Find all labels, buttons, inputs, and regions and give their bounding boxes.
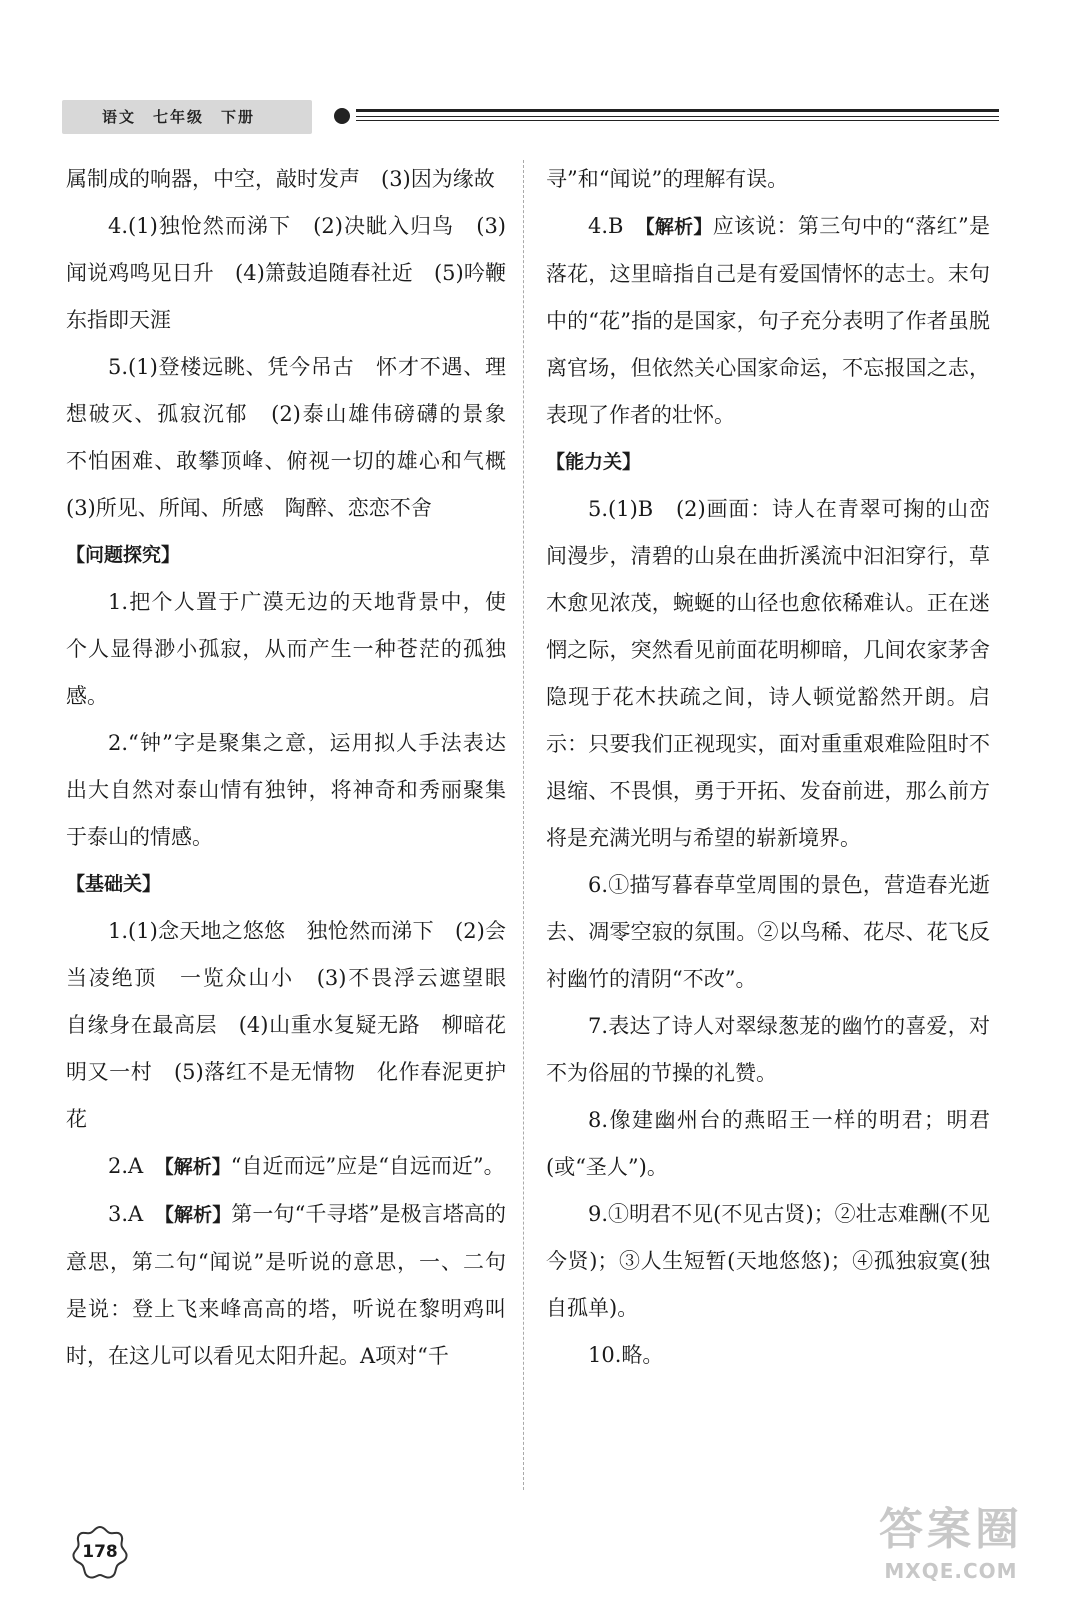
- left-column: [66, 156, 527, 1380]
- answer-item: [66, 1191, 506, 1380]
- answer-paragraph: 属制成的响器，中空，敲时发声 (3)因为缘故: [66, 167, 495, 191]
- section-heading: 【能力关】: [546, 451, 642, 473]
- answer-paragraph: 9.①明君不见(不见古贤)；②壮志难酬(不见今贤)；③人生短暂(天地悠悠)；④孤独寂寞(独自孤单)。: [546, 1202, 990, 1320]
- column-divider: [523, 160, 524, 1490]
- section-heading: 【问题探究】: [66, 544, 181, 566]
- watermark-logo: [861, 1502, 1041, 1592]
- right-column: [546, 156, 990, 1379]
- answer-paragraph: 4.(1)独怆然而涕下 (2)决眦入归鸟 (3)闻说鸡鸣见日升 (4)箫鼓追随春社近 (5)吟鞭东指即天涯: [66, 214, 506, 332]
- section-heading: 【基础关】: [66, 873, 162, 895]
- analysis-text: 应该说：第三句中的“落红”是落花，这里暗指自己是有爱国情怀的志士。末句中的“花”指的是国家，句子充分表明了作者虽脱离官场，但依然关心国家命运，不忘报国之志，表现了作者的壮怀。: [546, 214, 990, 427]
- answer-number: 2.A: [108, 1154, 165, 1178]
- header-rule: [356, 120, 999, 121]
- analysis-text: 第一句“千寻塔”是极言塔高的意思，第二句“闻说”是听说的意思，一、二句是说：登上飞来峰高高的塔，听说在黎明鸡叫时，在这儿可以看见太阳升起。A项对“千: [66, 1202, 506, 1368]
- answer-paragraph: 1.(1)念天地之悠悠 独怆然而涕下 (2)会当凌绝顶 一览众山小 (3)不畏浮云遮望眼 自缘身在最高层 (4)山重水复疑无路 柳暗花明又一村 (5)落红不是无情物 化作春泥更护花: [66, 919, 527, 1131]
- answer-paragraph: 8.像建幽州台的燕昭王一样的明君；明君(或“圣人”)。: [546, 1108, 990, 1179]
- answer-paragraph: 10.略。: [588, 1343, 664, 1367]
- analysis-tag: 【解析】: [164, 1204, 232, 1226]
- answer-paragraph: 2.“钟”字是聚集之意，运用拟人手法表达出大自然对泰山情有独钟，将神奇和秀丽聚集于泰山的情感。: [66, 731, 506, 849]
- header-rule: [356, 116, 999, 117]
- answer-paragraph: 5.(1)登楼远眺、凭今吊古 怀才不遇、理想破灭、孤寂沉郁 (2)泰山雄伟磅礴的景象 不怕困难、敢攀顶峰、俯视一切的雄心和气概 (3)所见、所闻、所感 陶醉、恋恋不舍: [66, 355, 527, 520]
- analysis-text: “自近而远”应是“自远而近”。: [230, 1154, 505, 1178]
- header-dot-ornament: [334, 108, 350, 124]
- header-book-label: 语文 七年级 下册: [62, 100, 312, 134]
- analysis-tag: 【解析】: [164, 1156, 231, 1178]
- answer-number: 3.A: [108, 1202, 165, 1226]
- analysis-tag: 【解析】: [645, 216, 713, 238]
- answer-paragraph: 1.把个人置于广漠无边的天地背景中，使个人显得渺小孤寂，从而产生一种苍茫的孤独感。: [66, 590, 506, 708]
- answer-number: 4.B: [588, 214, 646, 238]
- watermark-title: 答案圈: [879, 1504, 1023, 1555]
- answer-paragraph: 7.表达了诗人对翠绿葱茏的幽竹的喜爱，对不为俗屈的节操的礼赞。: [546, 1014, 990, 1085]
- answer-paragraph: 6.①描写暮春草堂周围的景色，营造春光逝去、凋零空寂的氛围。②以鸟稀、花尽、花飞反衬幽竹的清阴“不改”。: [546, 873, 990, 991]
- answer-item: [546, 203, 990, 439]
- header-rule: [356, 109, 999, 112]
- answer-paragraph: 5.(1)B (2)画面：诗人在青翠可掬的山峦间漫步，清碧的山泉在曲折溪流中汩汩穿行，草木愈见浓茂，蜿蜒的山径也愈依稀难认。正在迷惘之际，突然看见前面花明柳暗，几间农家茅舍隐现于花木扶疏之间，诗人顿觉豁然开朗。启示：只要我们正视现实，面对重重艰难险阻时不退缩、不畏惧，勇于开拓、发奋前进，那么前方将是充满光明与希望的崭新境界。: [546, 497, 990, 850]
- answer-item: [66, 1143, 506, 1191]
- page-number: 178: [82, 1542, 118, 1562]
- watermark-url: MXQE.COM: [884, 1559, 1018, 1583]
- answer-paragraph: 寻”和“闻说”的理解有误。: [546, 167, 789, 191]
